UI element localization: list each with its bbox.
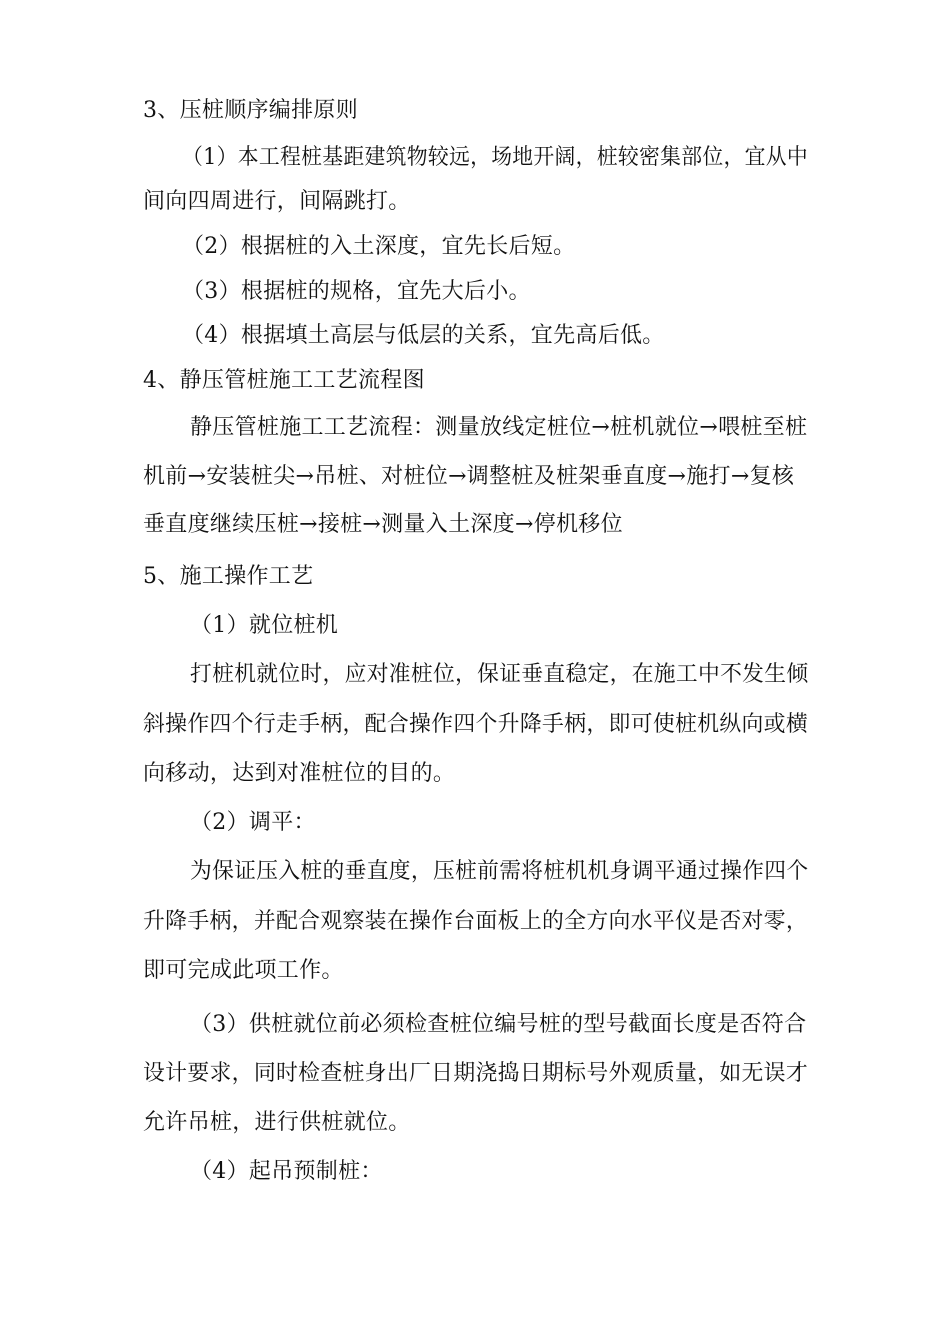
paragraph-line: 允许吊桩，进行供桩就位。 bbox=[143, 1110, 411, 1135]
paragraph-line: 即可完成此项工作。 bbox=[143, 958, 344, 983]
paragraph-line: 打桩机就位时，应对准桩位，保证垂直稳定，在施工中不发生倾 bbox=[190, 662, 809, 687]
paragraph-line: 间向四周进行，间隔跳打。 bbox=[143, 189, 411, 214]
paragraph-line: 斜操作四个行走手柄，配合操作四个升降手柄，即可使桩机纵向或横 bbox=[143, 712, 809, 737]
subsection-heading: （4）起吊预制桩： bbox=[190, 1159, 383, 1184]
paragraph-line: （3）供桩就位前必须检查桩位编号桩的型号截面长度是否符合 bbox=[190, 1012, 807, 1037]
paragraph-line: 垂直度继续压桩→接桩→测量入土深度→停机移位 bbox=[143, 512, 623, 537]
paragraph-line: （1）本工程桩基距建筑物较远，场地开阔，桩较密集部位，宜从中 bbox=[182, 145, 808, 170]
section-heading: 4、静压管桩施工工艺流程图 bbox=[143, 368, 425, 393]
list-item: （4）根据填土高层与低层的关系，宜先高后低。 bbox=[182, 323, 665, 348]
list-item: （2）根据桩的入土深度，宜先长后短。 bbox=[182, 234, 576, 259]
section-heading: 5、施工操作工艺 bbox=[143, 564, 314, 589]
paragraph-line: 升降手柄，并配合观察装在操作台面板上的全方向水平仪是否对零， bbox=[143, 909, 809, 934]
list-item: （3）根据桩的规格，宜先大后小。 bbox=[182, 279, 531, 304]
paragraph-line: 机前→安装桩尖→吊桩、对桩位→调整桩及桩架垂直度→施打→复核 bbox=[143, 464, 795, 489]
paragraph-line: 设计要求，同时检查桩身出厂日期浇捣日期标号外观质量，如无误才 bbox=[143, 1061, 809, 1086]
subsection-heading: （2）调平： bbox=[190, 810, 316, 835]
paragraph-line: 向移动，达到对准桩位的目的。 bbox=[143, 761, 456, 786]
section-heading: 3、压桩顺序编排原则 bbox=[143, 98, 358, 123]
subsection-heading: （1）就位桩机 bbox=[190, 613, 339, 638]
paragraph-line: 为保证压入桩的垂直度，压桩前需将桩机机身调平通过操作四个 bbox=[190, 859, 809, 884]
paragraph-line: 静压管桩施工工艺流程：测量放线定桩位→桩机就位→喂桩至桩 bbox=[190, 415, 808, 440]
